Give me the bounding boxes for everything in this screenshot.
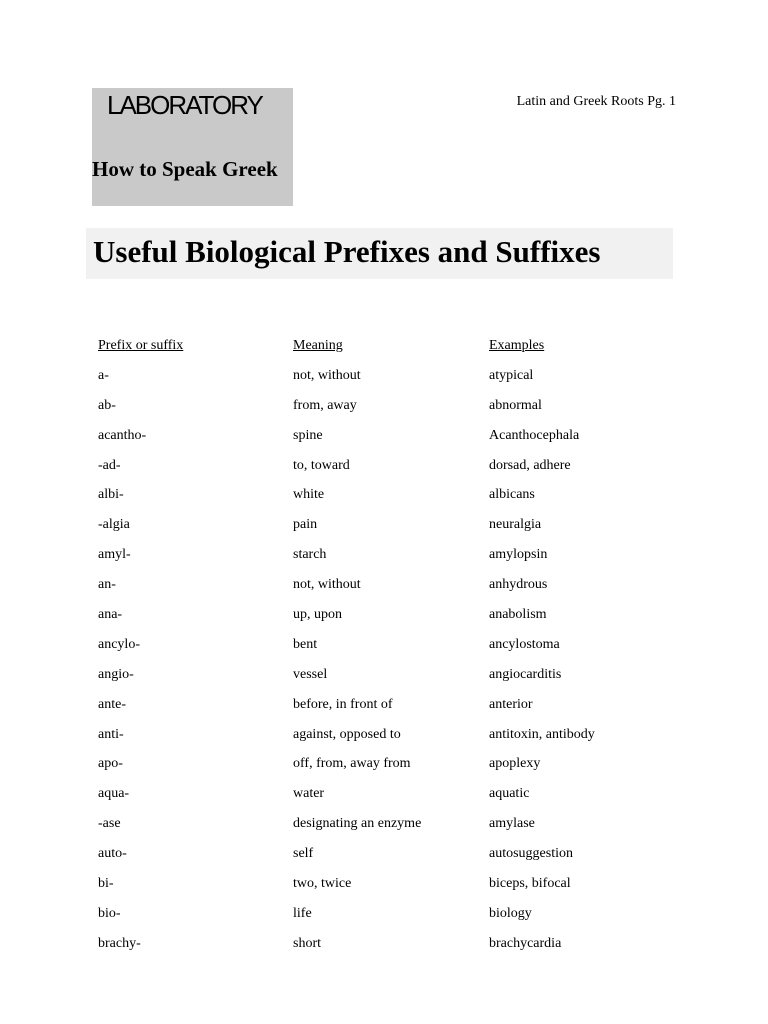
table-row bbox=[98, 696, 678, 726]
column-header-prefix: Prefix or suffix bbox=[98, 338, 184, 353]
table-row bbox=[98, 427, 678, 457]
meaning-cell: not, without bbox=[293, 367, 361, 383]
table-row bbox=[98, 755, 678, 785]
prefix-cell: bio- bbox=[98, 905, 121, 921]
meaning-cell: water bbox=[293, 786, 325, 802]
table-header-row bbox=[98, 337, 678, 367]
table-row bbox=[98, 546, 678, 576]
prefix-cell: brachy- bbox=[98, 935, 141, 951]
prefix-cell: ancylo- bbox=[98, 636, 140, 652]
laboratory-label: LABORATORY bbox=[107, 90, 262, 120]
prefix-cell: -ase bbox=[98, 816, 121, 832]
page-title: Useful Biological Prefixes and Suffixes bbox=[93, 234, 601, 269]
prefix-cell: angio- bbox=[98, 666, 134, 682]
examples-cell: autosuggestion bbox=[489, 846, 573, 862]
meaning-cell: life bbox=[293, 905, 312, 921]
examples-cell: anhydrous bbox=[489, 577, 548, 593]
examples-cell: anabolism bbox=[489, 607, 547, 623]
examples-cell: angiocarditis bbox=[489, 666, 562, 682]
meaning-cell: before, in front of bbox=[293, 696, 393, 712]
examples-cell: biology bbox=[489, 905, 532, 921]
examples-cell: apoplexy bbox=[489, 756, 541, 772]
table-row bbox=[98, 905, 678, 935]
prefix-cell: -ad- bbox=[98, 457, 121, 473]
examples-cell: albicans bbox=[489, 487, 535, 503]
column-header-meaning: Meaning bbox=[293, 338, 343, 353]
table-row bbox=[98, 845, 678, 875]
table-row bbox=[98, 576, 678, 606]
meaning-cell: short bbox=[293, 935, 321, 951]
table-row bbox=[98, 636, 678, 666]
lab-subtitle: How to Speak Greek bbox=[92, 157, 278, 181]
meaning-cell: designating an enzyme bbox=[293, 816, 422, 832]
examples-cell: neuralgia bbox=[489, 517, 542, 533]
table-row bbox=[98, 606, 678, 636]
meaning-cell: white bbox=[293, 487, 325, 503]
examples-cell: ancylostoma bbox=[489, 636, 560, 652]
meaning-cell: from, away bbox=[293, 397, 357, 413]
prefix-cell: -algia bbox=[98, 517, 130, 533]
page-reference: Latin and Greek Roots Pg. 1 bbox=[516, 94, 676, 109]
prefix-cell: amyl- bbox=[98, 547, 131, 563]
table-row bbox=[98, 666, 678, 696]
meaning-cell: to, toward bbox=[293, 457, 350, 473]
examples-cell: abnormal bbox=[489, 397, 542, 413]
examples-cell: atypical bbox=[489, 367, 534, 383]
examples-cell: Acanthocephala bbox=[489, 427, 580, 443]
prefix-cell: ana- bbox=[98, 607, 123, 623]
table-row bbox=[98, 875, 678, 905]
prefix-cell: a- bbox=[98, 367, 109, 383]
prefix-cell: anti- bbox=[98, 726, 124, 742]
meaning-cell: two, twice bbox=[293, 876, 352, 892]
table-row bbox=[98, 516, 678, 546]
examples-cell: antitoxin, antibody bbox=[489, 726, 595, 742]
table-row bbox=[98, 486, 678, 516]
meaning-cell: bent bbox=[293, 636, 318, 652]
examples-cell: anterior bbox=[489, 696, 533, 712]
meaning-cell: up, upon bbox=[293, 607, 342, 623]
prefix-cell: an- bbox=[98, 577, 116, 593]
table-row bbox=[98, 726, 678, 756]
examples-cell: brachycardia bbox=[489, 935, 562, 951]
table-body bbox=[98, 367, 678, 965]
examples-cell: amylase bbox=[489, 816, 535, 832]
table-row bbox=[98, 367, 678, 397]
prefix-cell: bi- bbox=[98, 876, 114, 892]
table-row bbox=[98, 397, 678, 427]
prefix-cell: aqua- bbox=[98, 786, 130, 802]
table-row bbox=[98, 785, 678, 815]
prefix-cell: acantho- bbox=[98, 427, 147, 443]
table-row bbox=[98, 815, 678, 845]
examples-cell: amylopsin bbox=[489, 547, 548, 563]
roots-table bbox=[98, 337, 678, 965]
meaning-cell: not, without bbox=[293, 577, 361, 593]
column-header-examples: Examples bbox=[489, 338, 545, 353]
meaning-cell: pain bbox=[293, 517, 318, 533]
prefix-cell: apo- bbox=[98, 756, 123, 772]
examples-cell: biceps, bifocal bbox=[489, 876, 571, 892]
meaning-cell: off, from, away from bbox=[293, 756, 411, 772]
meaning-cell: starch bbox=[293, 547, 327, 563]
prefix-cell: auto- bbox=[98, 846, 127, 862]
meaning-cell: spine bbox=[293, 427, 323, 443]
table-row bbox=[98, 935, 678, 965]
meaning-cell: self bbox=[293, 846, 314, 862]
prefix-cell: ante- bbox=[98, 696, 126, 712]
prefix-cell: ab- bbox=[98, 397, 116, 413]
meaning-cell: vessel bbox=[293, 666, 328, 682]
examples-cell: dorsad, adhere bbox=[489, 457, 571, 473]
prefix-cell: albi- bbox=[98, 487, 124, 503]
examples-cell: aquatic bbox=[489, 786, 530, 802]
table-row bbox=[98, 457, 678, 487]
meaning-cell: against, opposed to bbox=[293, 726, 401, 742]
